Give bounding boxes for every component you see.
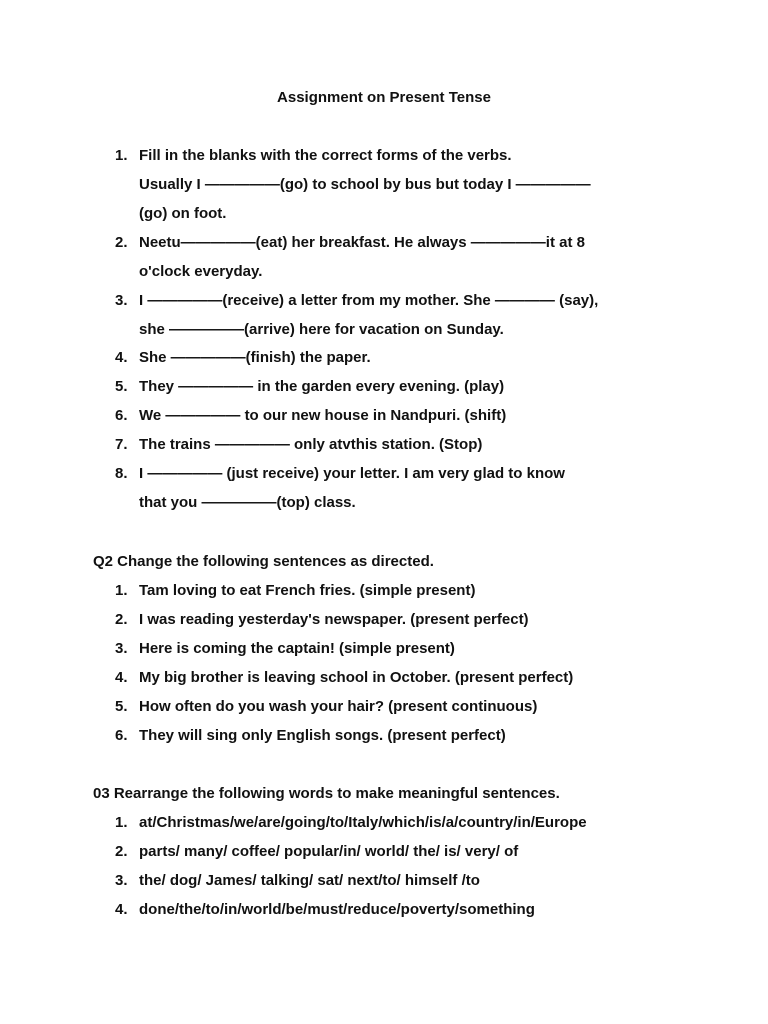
item-number: 1. <box>115 814 128 831</box>
item-text: o'clock everyday. <box>139 263 263 280</box>
item-text: I —————(receive) a letter from my mother. She ———— (say), <box>139 292 599 309</box>
item-number: 2. <box>115 234 128 251</box>
item-number: 3. <box>115 872 128 889</box>
item-text: Fill in the blanks with the correct forms of the verbs. <box>139 147 512 164</box>
item-text: The trains ————— only atvthis station. (Stop) <box>139 436 483 453</box>
section-heading: Q2 Change the following sentences as directed. <box>93 553 434 570</box>
item-text: They will sing only English songs. (present perfect) <box>139 727 506 744</box>
item-number: 7. <box>115 436 128 453</box>
item-number: 6. <box>115 727 128 744</box>
item-text: the/ dog/ James/ talking/ sat/ next/to/ himself /to <box>139 872 480 889</box>
item-text: She —————(finish) the paper. <box>139 349 371 366</box>
item-text: Neetu—————(eat) her breakfast. He always —————it at 8 <box>139 234 585 251</box>
item-number: 6. <box>115 407 128 424</box>
item-text: Usually I —————(go) to school by bus but today I ————— <box>139 176 591 193</box>
item-text: she —————(arrive) here for vacation on Sunday. <box>139 321 504 338</box>
item-text: Tam loving to eat French fries. (simple present) <box>139 582 476 599</box>
item-number: 5. <box>115 378 128 395</box>
item-number: 4. <box>115 669 128 686</box>
item-text: I was reading yesterday's newspaper. (present perfect) <box>139 611 529 628</box>
item-number: 8. <box>115 465 128 482</box>
item-text: (go) on foot. <box>139 205 227 222</box>
item-number: 4. <box>115 349 128 366</box>
item-text: How often do you wash your hair? (present continuous) <box>139 698 538 715</box>
item-number: 2. <box>115 843 128 860</box>
item-number: 1. <box>115 582 128 599</box>
item-text: parts/ many/ coffee/ popular/in/ world/ the/ is/ very/ of <box>139 843 519 860</box>
item-text: done/the/to/in/world/be/must/reduce/poverty/something <box>139 901 535 918</box>
item-text: We ————— to our new house in Nandpuri. (shift) <box>139 407 507 424</box>
item-text: I ————— (just receive) your letter. I am very glad to know <box>139 465 565 482</box>
item-text: My big brother is leaving school in October. (present perfect) <box>139 669 574 686</box>
item-number: 1. <box>115 147 128 164</box>
section-heading: 03 Rearrange the following words to make meaningful sentences. <box>93 785 560 802</box>
item-text: that you —————(top) class. <box>139 494 356 511</box>
item-number: 3. <box>115 292 128 309</box>
page-title: Assignment on Present Tense <box>277 89 491 106</box>
item-number: 4. <box>115 901 128 918</box>
item-number: 3. <box>115 640 128 657</box>
item-text: Here is coming the captain! (simple present) <box>139 640 455 657</box>
item-text: They ————— in the garden every evening. (play) <box>139 378 505 395</box>
item-number: 2. <box>115 611 128 628</box>
item-text: at/Christmas/we/are/going/to/Italy/which/is/a/country/in/Europe <box>139 814 587 831</box>
item-number: 5. <box>115 698 128 715</box>
